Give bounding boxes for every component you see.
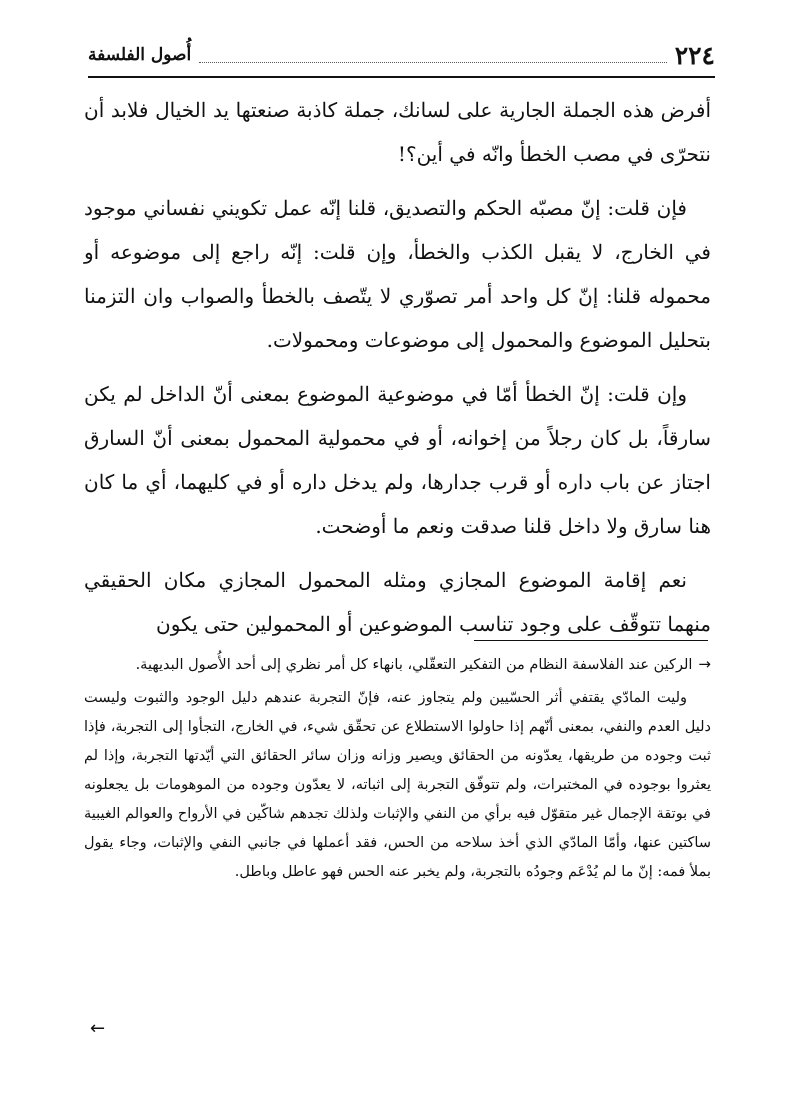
paragraph: أفرض هذه الجملة الجارية على لسانك، جملة كاذبة صنعتها يد الخيال فلابد أن نتحرّى في مصب الخطأ وانّه في أين؟! [84, 98, 711, 166]
running-title: أُصول الفلسفة [88, 45, 192, 65]
page-number: ٢٢٤ [674, 40, 715, 70]
page-header [88, 34, 715, 78]
paragraph: وإن قلت: إنّ الخطأ أمّا في موضوعية الموضوع بمعنى أنّ الداخل لم يكن سارقاً، بل كان رجلاً من إخوانه، أو في محمولية المحمول بمعنى أنّ السارق اجتاز عن باب داره أو قرب جدارها، ولم يدخل داره أو في كليهما، أي ما كان هنا سارق ولا داخل قلنا صدقت ونعم ما أوضحت. [84, 382, 711, 538]
continuation-arrow-icon: → [698, 655, 711, 673]
paragraph: فإن قلت: إنّ مصبّه الحكم والتصديق، قلنا إنّه عمل تكويني نفساني موجود في الخارج، لا يقبل الكذب والخطأ، وإن قلت: إنّه راجع إلى موضوعه أو محموله قلنا: إنّ كل واحد أمر تصوّري لا يتّصف بالخطأ والصواب وان التزمنا بتحليل الموضوع والمحمول إلى موضوعات ومحمولات. [84, 196, 711, 352]
footnote-text: الركين عند الفلاسفة النظام من التفكير التعقّلي، بانهاء كل أمر نظري إلى أحد الأُصول البديهية. [135, 657, 693, 673]
continued-arrow-icon: ← [90, 1018, 106, 1039]
footnote-separator [474, 640, 708, 641]
header-dotted-leader [199, 48, 666, 63]
paragraph: نعم إقامة الموضوع المجازي ومثله المحمول المجازي مكان الحقيقي منهما تتوقّف على وجود تناسب الموضوعين أو المحمولين حتى يكون [84, 568, 711, 636]
main-text [84, 88, 711, 656]
footnotes [84, 650, 711, 891]
footnote-item [84, 650, 711, 680]
footnote-item: وليت المادّي يقتفي أثر الحسّيين ولم يتجاوز عنه، فإنّ التجربة عندهم دليل الوجود والثبوت وليست دليل العدم والنفي، بمعنى أنّهم إذا حاولوا الاستطلاع عن تحقّق شيء، في الخارج، التجأوا إلى التجربة، فإذا ثبت وجوده من طريقها، يعدّونه من الحقائق ويصير وزانه وزان سائر الحقائق التي أيّدتها التجربة، وإذا لم يعثروا بوجوده في المختبرات، ولم تتوفّق التجربة إلى اثباته، لا يعدّون وجوده من الموهومات بل يجعلونه في بوتقة الإجمال غير متقوّل فيه برأي من النفي والإثبات ولذلك تجدهم شاكّين في الأرواح والعوالم الغيبية ساكتين عنها، وأمّا المادّي الذي أخذ سلاحه من الحس، فقد أعملها في جانبي النفي والإثبات، وجاء يقول بملأ فمه: إنّ ما لم يُدْعَم وجودُه بالتجربة، ولم يخبر عنه الحس فهو عاطل وباطل. [84, 690, 711, 880]
